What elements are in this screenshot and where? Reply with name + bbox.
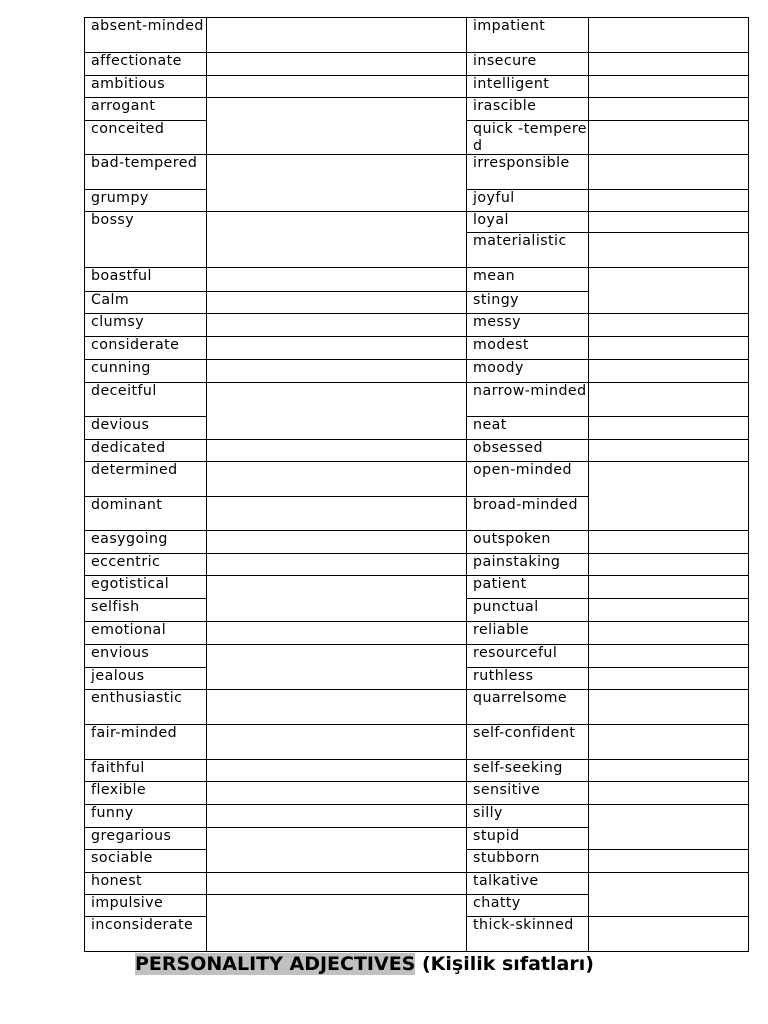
table-row [85,337,749,360]
left-blank [207,18,467,53]
left-blank [207,383,467,440]
left-blank [207,690,467,725]
right-word: self-seeking [467,760,589,782]
right-word: materialistic [467,233,589,268]
table-row [85,782,749,805]
left-blank [207,895,467,952]
right-blank [589,531,749,554]
left-word: devious [85,417,207,440]
table-row [85,360,749,383]
right-word: silly [467,805,589,828]
table-row [85,268,749,292]
right-blank [589,554,749,576]
left-blank [207,53,467,76]
table-row [85,531,749,554]
left-word: bossy [85,212,207,268]
left-blank [207,268,467,292]
right-word: talkative [467,873,589,895]
right-word: stubborn [467,850,589,873]
left-word: egotistical [85,576,207,599]
right-blank [589,98,749,121]
left-blank [207,873,467,895]
left-word: dedicated [85,440,207,462]
left-word: grumpy [85,190,207,212]
table-row [85,18,749,53]
left-blank [207,554,467,576]
right-blank [589,383,749,417]
table-row [85,554,749,576]
left-word: selfish [85,599,207,622]
left-word: arrogant [85,98,207,121]
left-word: flexible [85,782,207,805]
right-blank [589,645,749,668]
right-blank [589,576,749,599]
right-blank [589,440,749,462]
right-word: resourceful [467,645,589,668]
left-blank [207,76,467,98]
right-word: chatty [467,895,589,917]
left-word: bad-tempered [85,155,207,190]
right-blank [589,462,749,531]
right-word: obsessed [467,440,589,462]
left-word: ambitious [85,76,207,98]
table-row [85,440,749,462]
table-row [85,383,749,417]
right-word: stingy [467,292,589,314]
table-row [85,314,749,337]
left-blank [207,462,467,497]
left-blank [207,760,467,782]
left-blank [207,337,467,360]
left-word: faithful [85,760,207,782]
left-blank [207,645,467,690]
right-word: loyal [467,212,589,233]
left-blank [207,828,467,873]
left-word: Calm [85,292,207,314]
left-word: fair-minded [85,725,207,760]
left-word: jealous [85,668,207,690]
table-row [85,645,749,668]
right-word: narrow-minded [467,383,589,417]
left-word: gregarious [85,828,207,850]
right-blank [589,725,749,760]
right-blank [589,417,749,440]
left-word: envious [85,645,207,668]
left-word: affectionate [85,53,207,76]
left-blank [207,360,467,383]
right-blank [589,212,749,233]
right-word: sensitive [467,782,589,805]
table-row [85,805,749,828]
right-blank [589,599,749,622]
left-blank [207,98,467,155]
right-blank [589,155,749,190]
right-word: self-confident [467,725,589,760]
left-word: absent-minded [85,18,207,53]
right-blank [589,76,749,98]
left-blank [207,782,467,805]
right-blank [589,873,749,917]
left-blank [207,622,467,645]
title-translation: (Kişilik sıfatları) [421,953,594,975]
right-blank [589,668,749,690]
left-word: enthusiastic [85,690,207,725]
right-blank [589,360,749,383]
left-word: dominant [85,497,207,531]
table-row [85,155,749,190]
right-word: stupid [467,828,589,850]
left-word: eccentric [85,554,207,576]
right-word: moody [467,360,589,383]
table-row [85,873,749,895]
adjectives-table [84,17,749,952]
left-blank [207,531,467,554]
left-word: determined [85,462,207,497]
left-blank [207,725,467,760]
right-word: quick -tempered [467,121,589,155]
right-word: joyful [467,190,589,212]
right-blank [589,121,749,155]
right-blank [589,760,749,782]
table-row [85,622,749,645]
left-blank [207,155,467,212]
left-word: cunning [85,360,207,383]
right-blank [589,314,749,337]
left-word: impulsive [85,895,207,917]
left-word: honest [85,873,207,895]
right-word: reliable [467,622,589,645]
left-blank [207,805,467,828]
right-word: modest [467,337,589,360]
right-blank [589,268,749,314]
right-word: insecure [467,53,589,76]
right-word: ruthless [467,668,589,690]
left-blank [207,212,467,268]
left-word: inconsiderate [85,917,207,952]
table-row [85,212,749,233]
table-row [85,53,749,76]
right-word: intelligent [467,76,589,98]
right-blank [589,337,749,360]
right-word: impatient [467,18,589,53]
right-blank [589,917,749,952]
right-word: irresponsible [467,155,589,190]
left-blank [207,576,467,622]
left-word: conceited [85,121,207,155]
right-blank [589,782,749,805]
right-blank [589,805,749,850]
right-word: punctual [467,599,589,622]
left-word: easygoing [85,531,207,554]
left-word: sociable [85,850,207,873]
right-word: neat [467,417,589,440]
left-blank [207,497,467,531]
right-blank [589,18,749,53]
title-main: PERSONALITY ADJECTIVES [135,953,416,975]
table-row [85,98,749,121]
right-word: mean [467,268,589,292]
left-word: funny [85,805,207,828]
left-blank [207,314,467,337]
right-word: broad-minded [467,497,589,531]
page-title [135,952,594,976]
table-row [85,725,749,760]
left-word: considerate [85,337,207,360]
right-blank [589,850,749,873]
right-blank [589,53,749,76]
right-blank [589,690,749,725]
table-row [85,760,749,782]
right-word: thick-skinned [467,917,589,952]
table-row [85,462,749,497]
left-word: deceitful [85,383,207,417]
right-word: open-minded [467,462,589,497]
left-word: clumsy [85,314,207,337]
table-row [85,690,749,725]
table-row [85,576,749,599]
right-word: irascible [467,98,589,121]
right-word: patient [467,576,589,599]
right-word: messy [467,314,589,337]
right-word: quarrelsome [467,690,589,725]
right-word: outspoken [467,531,589,554]
right-blank [589,190,749,212]
left-blank [207,292,467,314]
right-word: painstaking [467,554,589,576]
table-row [85,76,749,98]
left-word: boastful [85,268,207,292]
right-blank [589,233,749,268]
left-word: emotional [85,622,207,645]
left-blank [207,440,467,462]
right-blank [589,622,749,645]
